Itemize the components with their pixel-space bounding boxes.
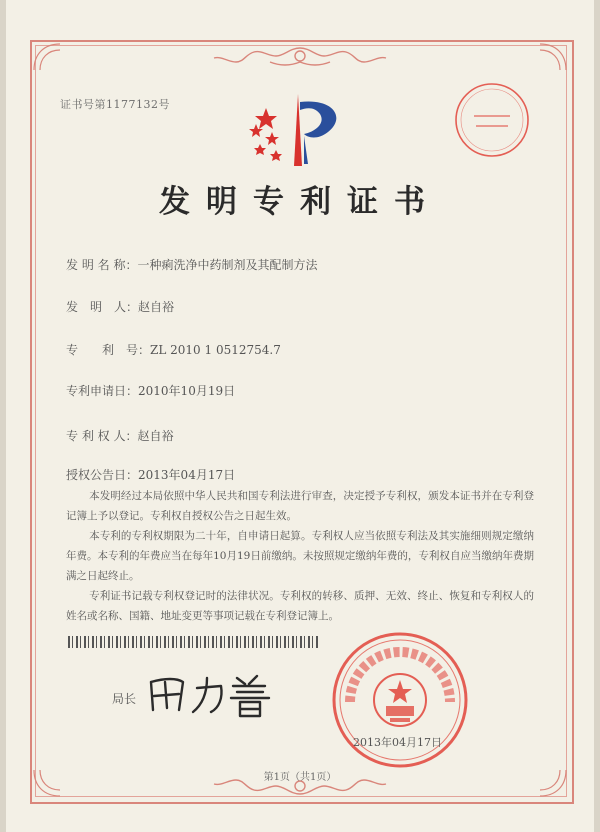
barcode-icon — [68, 636, 320, 648]
invention-name-field — [66, 256, 317, 273]
field-label: 专利申请日： — [66, 384, 139, 398]
corner-ornament-icon — [30, 40, 70, 80]
director-signature-icon — [145, 670, 275, 720]
grant-date-field — [66, 466, 235, 483]
director-label: 局长 — [112, 692, 137, 706]
certificate-title: 发明专利证书 — [159, 184, 441, 220]
field-value: 一种痢洗净中药制剂及其配制方法 — [137, 258, 318, 272]
field-label: 发 明 人： — [66, 300, 139, 314]
body-paragraph: 本发明经过本局依照中华人民共和国专利法进行审查，决定授予专利权，颁发本证书并在专利登记簿上予以登记。专利权自授权公告之日起生效。 — [66, 490, 534, 522]
inventor-field — [66, 298, 174, 315]
field-value: ZL 2010 1 0512754.7 — [150, 343, 281, 357]
sipo-logo-icon — [248, 88, 348, 172]
issue-date: 2013年04月17日 — [353, 736, 442, 749]
field-label: 专 利 权 人： — [66, 429, 138, 443]
page-footer: 第1页（共1页） — [263, 772, 337, 783]
field-value: 2013年04月17日 — [138, 468, 236, 482]
body-paragraph: 本专利的专利权期限为二十年，自申请日起算。专利权人应当依照专利法及其实施细则规定缴纳年费。本专利的年费应当在每年10月19日前缴纳。未按照规定缴纳年费的，专利权自应当缴纳年费期满之日起终止。 — [66, 530, 534, 582]
field-value: 赵自裕 — [137, 429, 174, 443]
patent-number-field — [66, 341, 281, 358]
application-date-field — [66, 382, 235, 399]
field-value: 赵自裕 — [138, 300, 175, 314]
field-value: 2010年10月19日 — [138, 384, 236, 398]
field-label: 授权公告日： — [66, 468, 139, 482]
body-paragraph: 专利证书记载专利权登记时的法律状况。专利权的转移、质押、无效、终止、恢复和专利权人的姓名或名称、国籍、地址变更等事项记载在专利登记簿上。 — [66, 590, 534, 622]
field-label: 专 利 号： — [66, 343, 151, 357]
top-ornament-icon — [210, 44, 390, 70]
patentee-field — [66, 427, 173, 444]
corner-ornament-icon — [530, 40, 570, 80]
field-label: 发 明 名 称： — [66, 258, 138, 272]
agency-stamp-icon — [452, 80, 532, 160]
certificate-number: 证书号第1177132号 — [60, 98, 170, 111]
